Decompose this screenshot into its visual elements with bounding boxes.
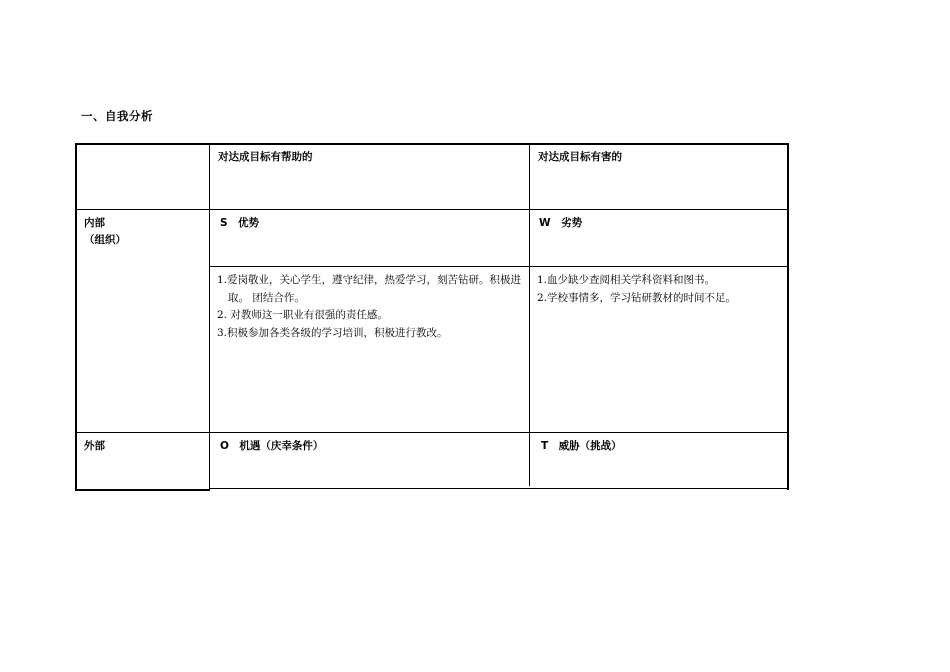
weaknesses-item: 1.血少缺少查阅相关学科资料和图书。 xyxy=(537,274,716,286)
external-label: 外部 xyxy=(84,440,105,452)
table-top-border xyxy=(75,143,789,145)
weaknesses-list xyxy=(537,272,782,307)
helpful-column-header: 对达成目标有帮助的 xyxy=(218,151,313,163)
strengths-title: S 优势 xyxy=(220,217,260,229)
internal-label-line2: （组织） xyxy=(84,234,126,246)
row-divider-titles xyxy=(209,266,787,267)
internal-label-line1: 内部 xyxy=(84,217,105,229)
table-bottom-border-left xyxy=(75,489,210,491)
threats-title: T 威胁（挑战） xyxy=(541,440,622,452)
harmful-column-header: 对达成目标有害的 xyxy=(538,151,622,163)
column-divider-label xyxy=(209,143,210,491)
swot-table xyxy=(75,143,789,491)
table-bottom-border-right xyxy=(209,488,789,489)
row-divider-internal xyxy=(75,432,787,433)
weaknesses-title: W 劣势 xyxy=(539,217,583,229)
opportunities-title: O 机遇（庆幸条件） xyxy=(220,440,324,452)
strengths-item: 2. 对教师这一职业有很强的责任感。 xyxy=(217,309,388,321)
strengths-item: 3.积极参加各类各级的学习培训，积极进行教改。 xyxy=(217,326,448,339)
column-divider-middle xyxy=(529,143,530,486)
strengths-item: 1.爱岗敬业，关心学生，遵守纪律，热爱学习，刻苦钻研。积极进取。 团结合作。 xyxy=(217,274,522,304)
table-left-border xyxy=(75,143,77,491)
weaknesses-item: 2.学校事情多，学习钻研教材的时间不足。 xyxy=(537,291,737,304)
row-divider-header xyxy=(75,209,787,210)
strengths-list xyxy=(217,272,526,342)
section-heading: 一、自我分析 xyxy=(81,109,153,123)
internal-label xyxy=(84,215,126,249)
table-right-border xyxy=(787,143,789,490)
